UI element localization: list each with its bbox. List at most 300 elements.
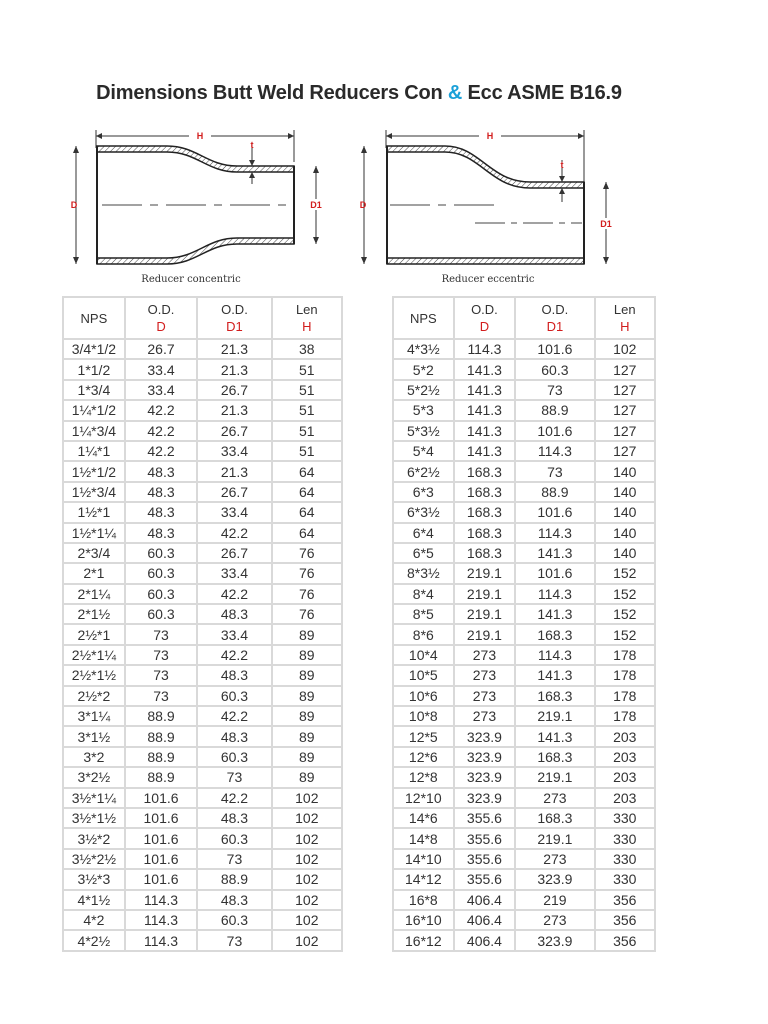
- cell-nps: 5*2½: [393, 380, 454, 400]
- header-od-d: [125, 297, 197, 339]
- cell-len-h: 178: [595, 686, 655, 706]
- eccentric-caption: Reducer eccentric: [441, 274, 535, 285]
- cell-od-d: 101.6: [125, 869, 197, 889]
- cell-nps: 12*6: [393, 747, 454, 767]
- cell-len-h: 152: [595, 604, 655, 624]
- table-header-row: [393, 297, 655, 339]
- table-row: [63, 645, 342, 665]
- cell-od-d: 406.4: [454, 890, 516, 910]
- cell-len-h: 140: [595, 461, 655, 481]
- table-row: [63, 808, 342, 828]
- table-row: [63, 380, 342, 400]
- header-len-h: [272, 297, 342, 339]
- cell-nps: 3*2: [63, 747, 125, 767]
- table-row: [393, 767, 655, 787]
- cell-len-h: 178: [595, 645, 655, 665]
- cell-nps: 16*8: [393, 890, 454, 910]
- cell-od-d1: 141.3: [515, 726, 594, 746]
- cell-od-d1: 114.3: [515, 645, 594, 665]
- cell-nps: 2½*2: [63, 686, 125, 706]
- header-len-label: Len: [295, 302, 318, 317]
- cell-len-h: 89: [272, 645, 342, 665]
- cell-nps: 10*5: [393, 665, 454, 685]
- table-row: [393, 482, 655, 502]
- cell-len-h: 140: [595, 482, 655, 502]
- header-od-d1: [515, 297, 594, 339]
- table-row: [63, 359, 342, 379]
- table-row: [393, 421, 655, 441]
- cell-od-d1: 88.9: [515, 400, 594, 420]
- cell-od-d: 219.1: [454, 584, 516, 604]
- cell-od-d: 60.3: [125, 543, 197, 563]
- eccentric-t-label: t: [560, 160, 564, 170]
- cell-od-d1: 26.7: [197, 482, 271, 502]
- header-d1-label: D1: [226, 319, 243, 334]
- cell-len-h: 76: [272, 543, 342, 563]
- cell-od-d1: 42.2: [197, 788, 271, 808]
- header-d-label: D: [156, 319, 166, 334]
- cell-len-h: 102: [272, 788, 342, 808]
- cell-len-h: 127: [595, 421, 655, 441]
- cell-od-d1: 33.4: [197, 441, 271, 461]
- cell-od-d: 168.3: [454, 482, 516, 502]
- cell-od-d: 323.9: [454, 747, 516, 767]
- cell-od-d: 48.3: [125, 461, 197, 481]
- cell-od-d1: 323.9: [515, 869, 594, 889]
- cell-od-d: 168.3: [454, 523, 516, 543]
- cell-len-h: 102: [595, 339, 655, 359]
- cell-od-d: 406.4: [454, 930, 516, 950]
- cell-od-d1: 101.6: [515, 563, 594, 583]
- concentric-d-label: D: [70, 200, 78, 210]
- cell-od-d1: 101.6: [515, 339, 594, 359]
- cell-nps: 5*2: [393, 359, 454, 379]
- table-row: [393, 339, 655, 359]
- header-od-label: O.D.: [221, 302, 248, 317]
- cell-len-h: 330: [595, 828, 655, 848]
- cell-od-d1: 33.4: [197, 624, 271, 644]
- cell-od-d: 355.6: [454, 808, 516, 828]
- cell-od-d1: 141.3: [515, 604, 594, 624]
- header-od-d: [454, 297, 516, 339]
- cell-od-d1: 273: [515, 788, 594, 808]
- cell-od-d: 141.3: [454, 400, 516, 420]
- cell-len-h: 76: [272, 563, 342, 583]
- table-row: [393, 400, 655, 420]
- cell-len-h: 127: [595, 359, 655, 379]
- cell-od-d: 60.3: [125, 563, 197, 583]
- cell-len-h: 203: [595, 767, 655, 787]
- cell-od-d: 141.3: [454, 441, 516, 461]
- table-row: [393, 502, 655, 522]
- cell-od-d: 60.3: [125, 584, 197, 604]
- cell-od-d1: 42.2: [197, 523, 271, 543]
- table-row: [393, 604, 655, 624]
- cell-od-d1: 73: [197, 849, 271, 869]
- cell-od-d1: 21.3: [197, 461, 271, 481]
- cell-od-d1: 101.6: [515, 421, 594, 441]
- table-row: [63, 523, 342, 543]
- table-row: [63, 706, 342, 726]
- cell-nps: 1*1/2: [63, 359, 125, 379]
- cell-nps: 2*1: [63, 563, 125, 583]
- cell-od-d: 168.3: [454, 502, 516, 522]
- cell-len-h: 152: [595, 563, 655, 583]
- eccentric-d-label: D: [359, 200, 367, 210]
- cell-od-d1: 219.1: [515, 767, 594, 787]
- cell-nps: 1¼*1: [63, 441, 125, 461]
- cell-od-d1: 168.3: [515, 686, 594, 706]
- cell-nps: 3*1½: [63, 726, 125, 746]
- cell-nps: 12*8: [393, 767, 454, 787]
- cell-len-h: 102: [272, 910, 342, 930]
- table-row: [393, 869, 655, 889]
- title-part2: Ecc ASME B16.9: [467, 82, 622, 104]
- cell-len-h: 203: [595, 726, 655, 746]
- header-d-label: D: [479, 319, 490, 334]
- table-row: [393, 584, 655, 604]
- cell-od-d1: 114.3: [515, 584, 594, 604]
- cell-od-d: 168.3: [454, 461, 516, 481]
- table-row: [393, 726, 655, 746]
- cell-nps: 2½*1: [63, 624, 125, 644]
- cell-len-h: 102: [272, 808, 342, 828]
- cell-len-h: 89: [272, 686, 342, 706]
- header-len-label: Len: [613, 302, 636, 317]
- cell-od-d: 273: [454, 706, 516, 726]
- cell-nps: 3/4*1/2: [63, 339, 125, 359]
- concentric-t-label: t: [250, 140, 254, 150]
- cell-len-h: 140: [595, 523, 655, 543]
- cell-od-d: 355.6: [454, 869, 516, 889]
- cell-nps: 8*3½: [393, 563, 454, 583]
- cell-len-h: 51: [272, 400, 342, 420]
- cell-len-h: 203: [595, 788, 655, 808]
- cell-od-d1: 88.9: [197, 869, 271, 889]
- cell-od-d: 114.3: [454, 339, 516, 359]
- cell-od-d: 101.6: [125, 788, 197, 808]
- cell-od-d1: 48.3: [197, 604, 271, 624]
- header-od-label: O.D.: [541, 302, 569, 317]
- cell-od-d1: 26.7: [197, 380, 271, 400]
- table-row: [393, 788, 655, 808]
- cell-len-h: 102: [272, 869, 342, 889]
- cell-od-d: 355.6: [454, 828, 516, 848]
- cell-nps: 2*1½: [63, 604, 125, 624]
- cell-od-d: 42.2: [125, 400, 197, 420]
- cell-od-d: 273: [454, 686, 516, 706]
- table-row: [393, 624, 655, 644]
- cell-nps: 2*3/4: [63, 543, 125, 563]
- cell-od-d: 101.6: [125, 808, 197, 828]
- cell-nps: 14*10: [393, 849, 454, 869]
- cell-len-h: 356: [595, 890, 655, 910]
- dimension-table-right: [392, 296, 656, 952]
- cell-od-d1: 273: [515, 910, 594, 930]
- cell-nps: 3½*3: [63, 869, 125, 889]
- table-row: [393, 808, 655, 828]
- cell-len-h: 89: [272, 747, 342, 767]
- table-row: [63, 828, 342, 848]
- cell-len-h: 152: [595, 584, 655, 604]
- cell-od-d: 101.6: [125, 849, 197, 869]
- cell-len-h: 127: [595, 441, 655, 461]
- cell-nps: 14*6: [393, 808, 454, 828]
- table-row: [393, 523, 655, 543]
- cell-nps: 2½*1¼: [63, 645, 125, 665]
- table-row: [63, 482, 342, 502]
- header-nps: NPS: [393, 297, 454, 339]
- cell-len-h: 89: [272, 624, 342, 644]
- cell-od-d: 141.3: [454, 421, 516, 441]
- cell-len-h: 51: [272, 441, 342, 461]
- cell-od-d1: 33.4: [197, 563, 271, 583]
- table-row: [63, 767, 342, 787]
- cell-len-h: 89: [272, 726, 342, 746]
- cell-len-h: 89: [272, 665, 342, 685]
- cell-od-d: 168.3: [454, 543, 516, 563]
- cell-od-d: 33.4: [125, 380, 197, 400]
- cell-od-d: 88.9: [125, 767, 197, 787]
- table-row: [393, 890, 655, 910]
- cell-len-h: 127: [595, 380, 655, 400]
- cell-od-d1: 21.3: [197, 400, 271, 420]
- table-row: [393, 380, 655, 400]
- cell-nps: 1*3/4: [63, 380, 125, 400]
- cell-od-d: 88.9: [125, 706, 197, 726]
- cell-od-d: 48.3: [125, 482, 197, 502]
- cell-nps: 4*3½: [393, 339, 454, 359]
- cell-len-h: 203: [595, 747, 655, 767]
- table-row: [393, 828, 655, 848]
- table-row: [393, 747, 655, 767]
- cell-od-d1: 48.3: [197, 665, 271, 685]
- cell-od-d1: 33.4: [197, 502, 271, 522]
- table-header-row: [63, 297, 342, 339]
- table-row: [63, 849, 342, 869]
- cell-len-h: 152: [595, 624, 655, 644]
- cell-od-d: 73: [125, 665, 197, 685]
- cell-od-d1: 219.1: [515, 828, 594, 848]
- cell-od-d: 323.9: [454, 788, 516, 808]
- cell-nps: 6*5: [393, 543, 454, 563]
- header-od-label: O.D.: [147, 302, 175, 317]
- cell-od-d1: 48.3: [197, 726, 271, 746]
- table-row: [393, 543, 655, 563]
- cell-nps: 3½*1½: [63, 808, 125, 828]
- cell-len-h: 38: [272, 339, 342, 359]
- cell-od-d1: 60.3: [197, 747, 271, 767]
- cell-nps: 2*1¼: [63, 584, 125, 604]
- cell-od-d1: 273: [515, 849, 594, 869]
- page-title: [0, 82, 718, 105]
- cell-nps: 8*5: [393, 604, 454, 624]
- cell-od-d1: 42.2: [197, 584, 271, 604]
- cell-nps: 3*2½: [63, 767, 125, 787]
- table-row: [393, 910, 655, 930]
- cell-nps: 16*12: [393, 930, 454, 950]
- cell-len-h: 127: [595, 400, 655, 420]
- cell-len-h: 51: [272, 380, 342, 400]
- cell-nps: 14*12: [393, 869, 454, 889]
- cell-od-d: 48.3: [125, 502, 197, 522]
- cell-nps: 4*1½: [63, 890, 125, 910]
- cell-od-d1: 21.3: [197, 359, 271, 379]
- cell-od-d1: 114.3: [515, 523, 594, 543]
- concentric-caption: Reducer concentric: [141, 274, 241, 285]
- cell-nps: 4*2½: [63, 930, 125, 950]
- cell-od-d1: 60.3: [197, 910, 271, 930]
- cell-od-d1: 42.2: [197, 645, 271, 665]
- table-row: [393, 686, 655, 706]
- cell-nps: 10*6: [393, 686, 454, 706]
- cell-nps: 3½*2½: [63, 849, 125, 869]
- cell-od-d: 114.3: [125, 910, 197, 930]
- cell-od-d: 141.3: [454, 359, 516, 379]
- cell-nps: 6*4: [393, 523, 454, 543]
- cell-od-d: 73: [125, 686, 197, 706]
- cell-od-d1: 219.1: [515, 706, 594, 726]
- cell-od-d1: 21.3: [197, 339, 271, 359]
- table-row: [63, 788, 342, 808]
- table-row: [63, 421, 342, 441]
- table-row: [63, 400, 342, 420]
- cell-nps: 8*6: [393, 624, 454, 644]
- cell-nps: 1½*1¼: [63, 523, 125, 543]
- cell-len-h: 102: [272, 930, 342, 950]
- title-ampersand: &: [447, 82, 463, 104]
- cell-nps: 4*2: [63, 910, 125, 930]
- table-row: [63, 726, 342, 746]
- cell-len-h: 76: [272, 604, 342, 624]
- cell-od-d: 323.9: [454, 767, 516, 787]
- cell-nps: 5*3: [393, 400, 454, 420]
- cell-len-h: 140: [595, 543, 655, 563]
- table-row: [63, 563, 342, 583]
- cell-nps: 14*8: [393, 828, 454, 848]
- cell-nps: 3*1¼: [63, 706, 125, 726]
- cell-od-d: 73: [125, 645, 197, 665]
- cell-nps: 6*2½: [393, 461, 454, 481]
- cell-nps: 2½*1½: [63, 665, 125, 685]
- reducer-eccentric-diagram: [350, 126, 630, 288]
- cell-od-d: 323.9: [454, 726, 516, 746]
- cell-len-h: 51: [272, 359, 342, 379]
- cell-od-d1: 48.3: [197, 808, 271, 828]
- cell-len-h: 178: [595, 706, 655, 726]
- cell-len-h: 330: [595, 869, 655, 889]
- cell-len-h: 64: [272, 523, 342, 543]
- cell-nps: 6*3½: [393, 502, 454, 522]
- table-row: [393, 665, 655, 685]
- table-row: [63, 930, 342, 950]
- cell-nps: 12*5: [393, 726, 454, 746]
- cell-len-h: 51: [272, 421, 342, 441]
- cell-od-d: 114.3: [125, 890, 197, 910]
- cell-len-h: 64: [272, 482, 342, 502]
- concentric-h-label: H: [196, 131, 204, 141]
- cell-od-d: 60.3: [125, 604, 197, 624]
- cell-nps: 8*4: [393, 584, 454, 604]
- header-nps: NPS: [63, 297, 125, 339]
- cell-nps: 1¼*1/2: [63, 400, 125, 420]
- cell-od-d1: 60.3: [197, 828, 271, 848]
- cell-od-d: 33.4: [125, 359, 197, 379]
- cell-len-h: 102: [272, 849, 342, 869]
- cell-nps: 1½*1: [63, 502, 125, 522]
- cell-od-d1: 219: [515, 890, 594, 910]
- table-row: [393, 441, 655, 461]
- table-row: [63, 910, 342, 930]
- cell-od-d1: 141.3: [515, 543, 594, 563]
- cell-od-d: 355.6: [454, 849, 516, 869]
- cell-od-d: 273: [454, 665, 516, 685]
- cell-len-h: 102: [272, 890, 342, 910]
- cell-nps: 1¼*3/4: [63, 421, 125, 441]
- cell-nps: 1½*1/2: [63, 461, 125, 481]
- cell-od-d1: 73: [197, 767, 271, 787]
- cell-od-d1: 141.3: [515, 665, 594, 685]
- cell-od-d: 219.1: [454, 563, 516, 583]
- cell-od-d: 219.1: [454, 604, 516, 624]
- cell-nps: 5*3½: [393, 421, 454, 441]
- cell-od-d1: 73: [197, 930, 271, 950]
- cell-od-d1: 114.3: [515, 441, 594, 461]
- cell-len-h: 330: [595, 849, 655, 869]
- header-h-label: H: [302, 319, 312, 334]
- header-od-label: O.D.: [471, 302, 498, 317]
- table-row: [63, 686, 342, 706]
- cell-od-d: 73: [125, 624, 197, 644]
- cell-nps: 5*4: [393, 441, 454, 461]
- cell-od-d1: 73: [515, 461, 594, 481]
- cell-od-d: 114.3: [125, 930, 197, 950]
- cell-len-h: 178: [595, 665, 655, 685]
- cell-len-h: 330: [595, 808, 655, 828]
- table-row: [63, 441, 342, 461]
- cell-od-d1: 168.3: [515, 808, 594, 828]
- table-row: [63, 665, 342, 685]
- header-h-label: H: [620, 319, 630, 334]
- cell-od-d1: 323.9: [515, 930, 594, 950]
- cell-nps: 12*10: [393, 788, 454, 808]
- table-row: [63, 624, 342, 644]
- cell-nps: 3½*2: [63, 828, 125, 848]
- table-row: [63, 890, 342, 910]
- table-row: [393, 849, 655, 869]
- cell-od-d1: 101.6: [515, 502, 594, 522]
- eccentric-h-label: H: [486, 131, 494, 141]
- table-row: [393, 706, 655, 726]
- cell-nps: 10*8: [393, 706, 454, 726]
- table-row: [393, 563, 655, 583]
- cell-od-d: 219.1: [454, 624, 516, 644]
- table-row: [393, 359, 655, 379]
- cell-len-h: 64: [272, 502, 342, 522]
- cell-len-h: 356: [595, 930, 655, 950]
- dimension-table-left: [62, 296, 343, 952]
- cell-len-h: 76: [272, 584, 342, 604]
- cell-len-h: 102: [272, 828, 342, 848]
- table-row: [63, 543, 342, 563]
- cell-od-d: 88.9: [125, 726, 197, 746]
- cell-od-d1: 168.3: [515, 624, 594, 644]
- concentric-d1-label: D1: [310, 200, 322, 210]
- header-len-h: [595, 297, 655, 339]
- header-d1-label: D1: [546, 319, 564, 334]
- cell-od-d1: 26.7: [197, 421, 271, 441]
- cell-od-d: 42.2: [125, 421, 197, 441]
